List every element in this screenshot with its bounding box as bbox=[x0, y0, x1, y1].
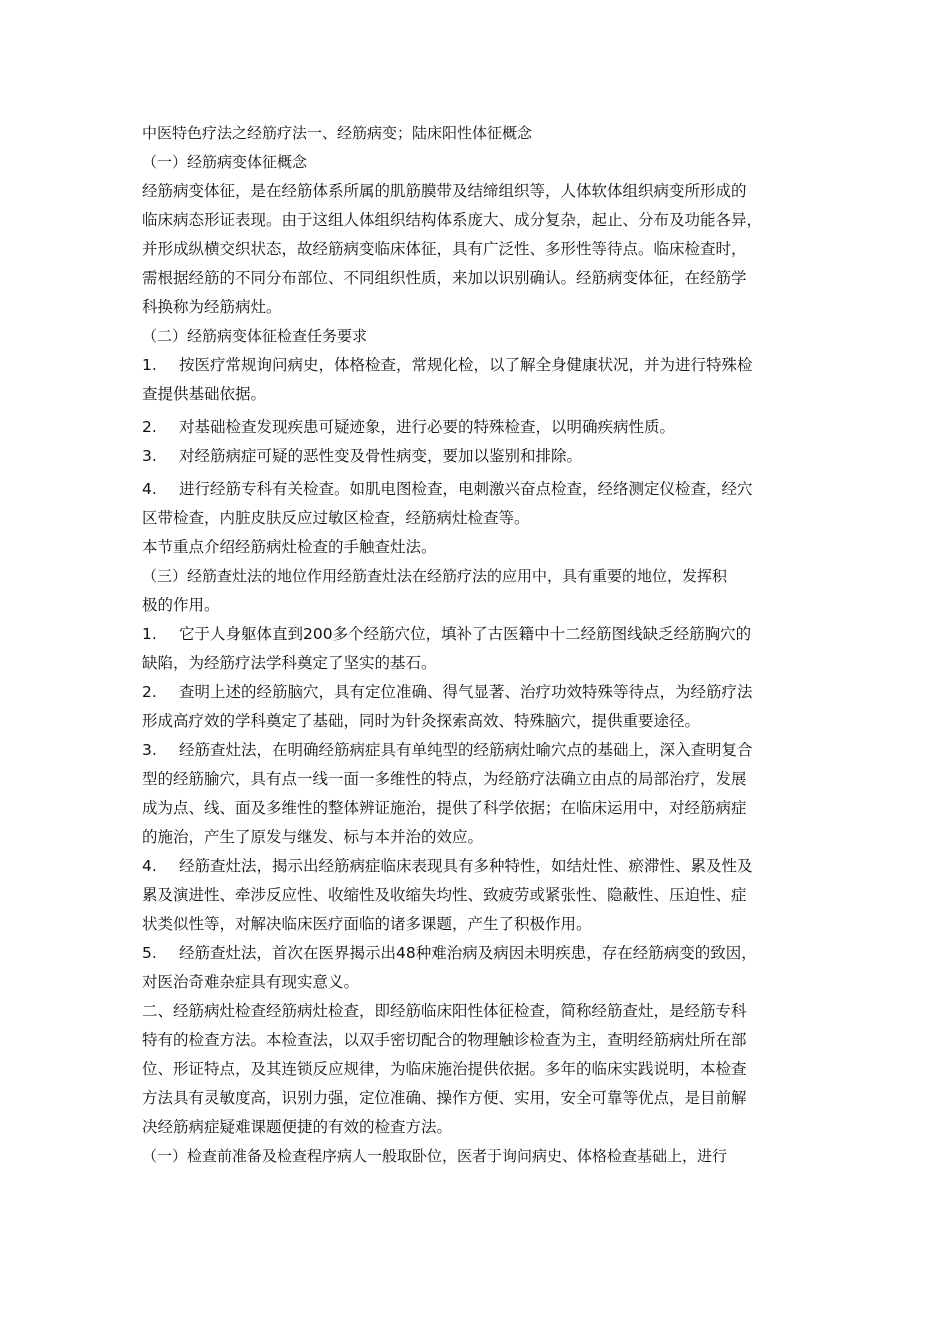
list-text: 进行经筋专科有关检查。如肌电图检查，电刺激兴奋点检查，经络测定仪检查，经穴 bbox=[179, 480, 753, 498]
list-item bbox=[142, 620, 832, 649]
list-number: 4. bbox=[142, 857, 157, 875]
list-text: 经筋查灶法，在明确经筋病症具有单纯型的经筋病灶喻穴点的基础上，深入查明复合 bbox=[179, 741, 753, 759]
list-item-continuation: 状类似性等，对解决临床医疗面临的诸多课题，产生了积极作用。 bbox=[142, 915, 592, 933]
list-item-continuation: 缺陷，为经筋疗法学科奠定了坚实的基石。 bbox=[142, 654, 437, 672]
list-number: 1. bbox=[142, 356, 157, 374]
paragraph-line: 临床病态形证表现。由于这组人体组织结构体系庞大、成分复杂，起止、分布及功能各异， bbox=[142, 211, 763, 229]
list-item-continuation: 查提供基础依据。 bbox=[142, 385, 267, 403]
list-number: 3. bbox=[142, 447, 157, 465]
paragraph-line: 决经筋病症疑难课题便捷的有效的检查方法。 bbox=[142, 1118, 453, 1136]
list-item bbox=[142, 351, 832, 380]
paragraph-line: 经筋病变体征，是在经筋体系所属的肌筋膜带及结缔组织等，人体软体组织病变所形成的 bbox=[142, 182, 747, 200]
list-text: 查明上述的经筋脑穴，具有定位准确、得气显著、治疗功效特殊等待点，为经筋疗法 bbox=[179, 683, 753, 701]
paragraph-line: 二、经筋病灶检查经筋病灶检查，即经筋临床阳性体征检查，简称经筋查灶，是经筋专科 bbox=[142, 1002, 747, 1020]
list-number: 2. bbox=[142, 418, 157, 436]
list-item-continuation: 区带检查，内脏皮肤反应过敏区检查，经筋病灶检查等。 bbox=[142, 509, 530, 527]
list-text: 对经筋病症可疑的恶性变及骨性病变，要加以鉴别和排除。 bbox=[179, 447, 583, 465]
section-heading-3-continuation: 极的作用。 bbox=[142, 596, 220, 614]
list-item bbox=[142, 475, 832, 504]
section-heading-1: （一）经筋病变体征概念 bbox=[142, 153, 308, 171]
list-text: 它于人身躯体直到200多个经筋穴位，填补了古医籍中十二经筋图线缺乏经筋胸穴的 bbox=[179, 625, 752, 643]
paragraph-line: 方法具有灵敏度高，识别力强，定位准确、操作方便、实用，安全可靠等优点，是目前解 bbox=[142, 1089, 747, 1107]
document-body bbox=[142, 119, 832, 1171]
subsection-heading: （一）检查前准备及检查程序病人一般取卧位，医者于询问病史、体格检查基础上，进行 bbox=[142, 1147, 728, 1165]
list-item-continuation: 形成高疗效的学科奠定了基础，同时为针灸探索高效、特殊脑穴，提供重要途径。 bbox=[142, 712, 701, 730]
section-heading-3: （三）经筋查灶法的地位作用经筋查灶法在经筋疗法的应用中，具有重要的地位，发挥积 bbox=[142, 567, 728, 585]
paragraph-line: 特有的检查方法。本检查法，以双手密切配合的物理触诊检查为主，查明经筋病灶所在部 bbox=[142, 1031, 747, 1049]
list-number: 3. bbox=[142, 741, 157, 759]
document-title: 中医特色疗法之经筋疗法一、经筋病变；陆床阳性体征概念 bbox=[142, 124, 533, 142]
list-item-continuation: 累及演进性、牵涉反应性、收缩性及收缩失均性、致疲劳或紧张性、隐蔽性、压迫性、症 bbox=[142, 886, 747, 904]
list-item bbox=[142, 852, 832, 881]
list-item-continuation: 成为点、线、面及多维性的整体辨证施治，提供了科学依据；在临床运用中，对经筋病症 bbox=[142, 799, 747, 817]
list-number: 4. bbox=[142, 480, 157, 498]
section-heading-2: （二）经筋病变体征检查任务要求 bbox=[142, 327, 368, 345]
list-item bbox=[142, 736, 832, 765]
list-item-continuation: 型的经筋腧穴，具有点一线一面一多维性的特点，为经筋疗法确立由点的局部治疗，发展 bbox=[142, 770, 747, 788]
paragraph-line: 科换称为经筋病灶。 bbox=[142, 298, 282, 316]
list-text: 经筋查灶法，揭示出经筋病症临床表现具有多种特性，如结灶性、瘀滞性、累及性及 bbox=[179, 857, 753, 875]
paragraph-line: 位、形证特点，及其连锁反应规律，为临床施治提供依据。多年的临床实践说明，本检查 bbox=[142, 1060, 747, 1078]
list-text: 按医疗常规询问病史，体格检查，常规化检，以了解全身健康状况，并为进行特殊检 bbox=[179, 356, 753, 374]
paragraph-line: 本节重点介绍经筋病灶检查的手触查灶法。 bbox=[142, 538, 437, 556]
list-item bbox=[142, 939, 832, 968]
paragraph-line: 并形成纵横交织状态，故经筋病变临床体征，具有广泛性、多形性等待点。临床检查时， bbox=[142, 240, 747, 258]
list-number: 1. bbox=[142, 625, 157, 643]
list-item-continuation: 的施治，产生了原发与继发、标与本并治的效应。 bbox=[142, 828, 484, 846]
list-item bbox=[142, 413, 832, 442]
list-text: 对基础检查发现疾患可疑迹象，进行必要的特殊检查，以明确疾病性质。 bbox=[179, 418, 676, 436]
list-item bbox=[142, 442, 832, 471]
list-text: 经筋查灶法，首次在医界揭示出48种难治病及病因未明疾患，存在经筋病变的致因， bbox=[179, 944, 757, 962]
list-number: 2. bbox=[142, 683, 157, 701]
list-item bbox=[142, 678, 832, 707]
list-item-continuation: 对医治奇难杂症具有现实意义。 bbox=[142, 973, 360, 991]
paragraph-line: 需根据经筋的不同分布部位、不同组织性质，来加以识别确认。经筋病变体征，在经筋学 bbox=[142, 269, 747, 287]
list-number: 5. bbox=[142, 944, 157, 962]
